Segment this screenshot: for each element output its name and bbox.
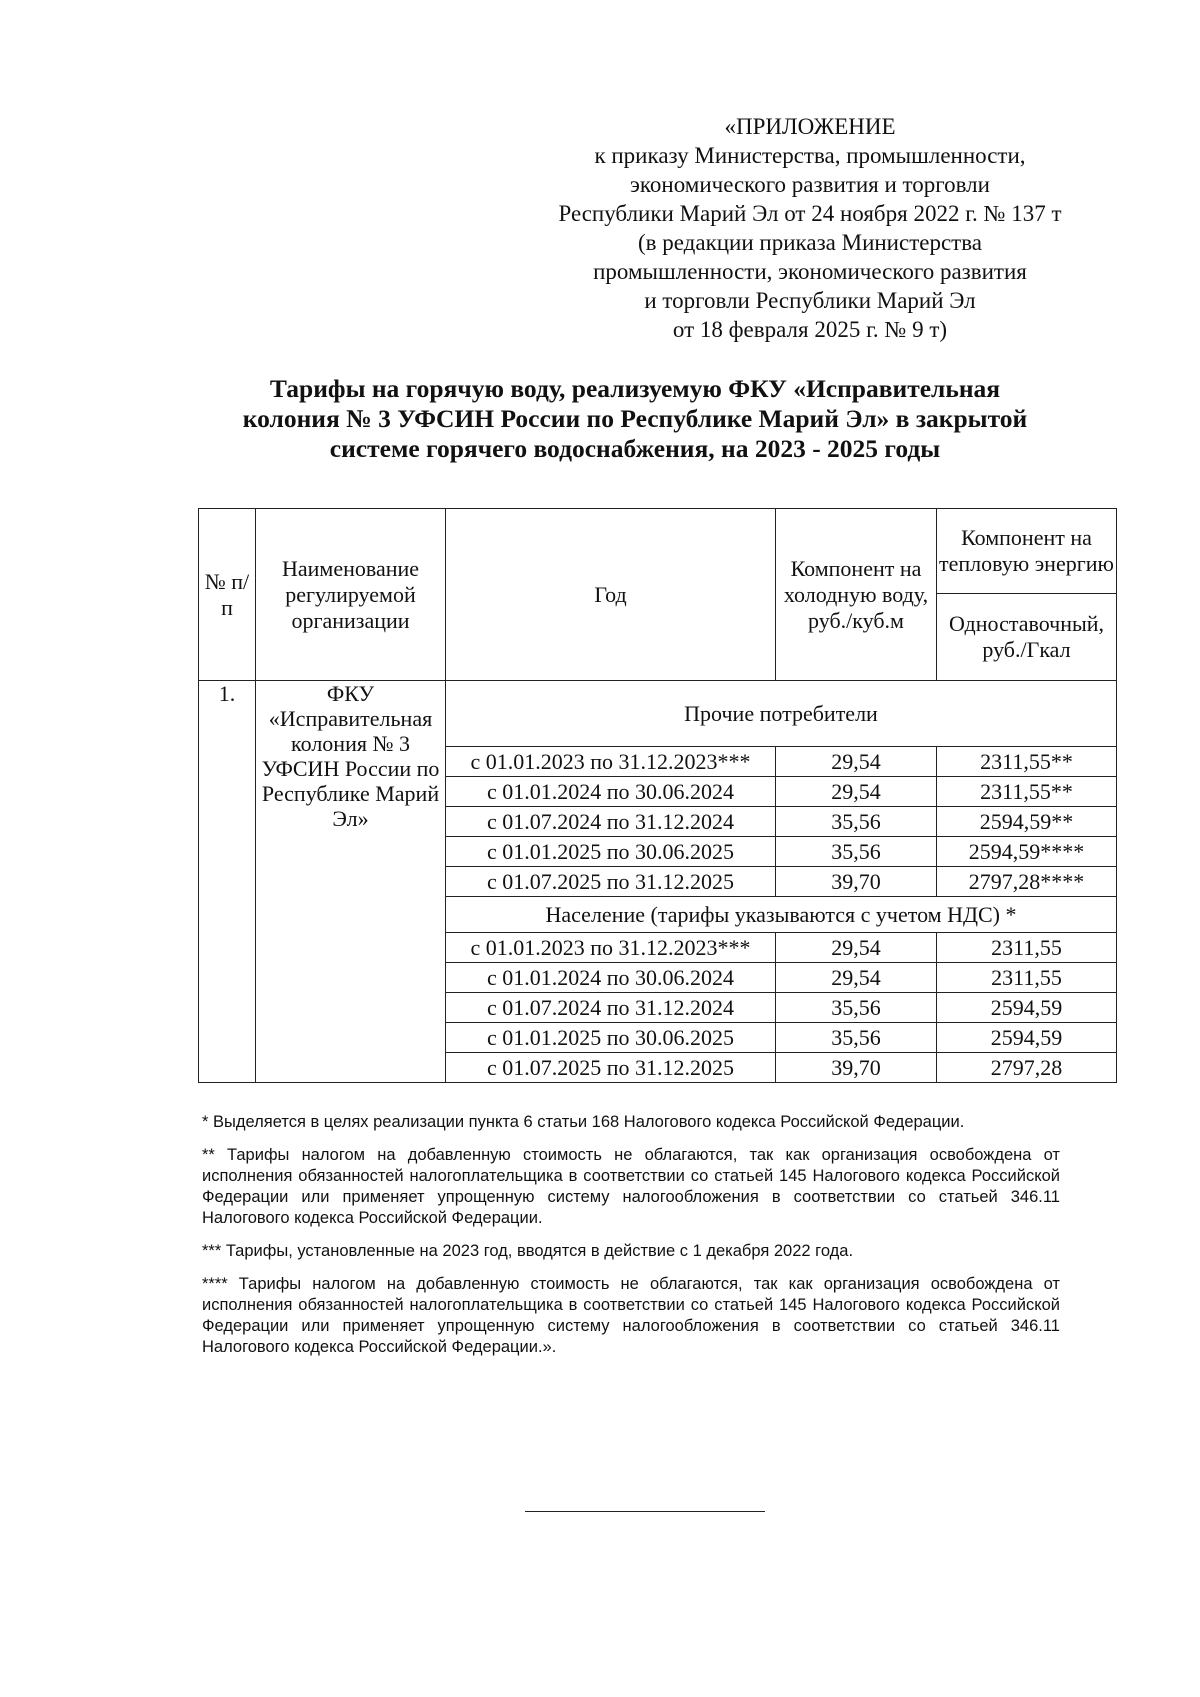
footnote: * Выделяется в целях реализации пункта 6 статьи 168 Налогового кодекса Российской Федерации. <box>202 1113 965 1131</box>
heat-energy-cell: 2594,59**** <box>937 837 1117 867</box>
heat-energy-cell: 2311,55** <box>937 777 1117 807</box>
period-cell: с 01.01.2025 по 30.06.2025 <box>446 1023 776 1053</box>
cold-water-cell: 35,56 <box>776 993 937 1023</box>
heat-energy-cell: 2594,59 <box>937 993 1117 1023</box>
header-num: № п/п <box>199 509 256 681</box>
heat-energy-cell: 2311,55 <box>937 933 1117 963</box>
appendix-line: «ПРИЛОЖЕНИЕ <box>724 114 896 139</box>
appendix-header <box>520 112 1100 344</box>
cold-water-cell: 29,54 <box>776 777 937 807</box>
footnote: ** Тарифы налогом на добавленную стоимость не облагаются, так как организация освобождена от исполнения обязанностей налогоплательщика в соответствии со статьей 145 Налогового кодекса Российской Федерации или применяет упрощенную систему налогообложения в соответствии со статьей 346.11 Налогового кодекса Российской Федерации. <box>202 1146 1060 1227</box>
cold-water-cell: 35,56 <box>776 807 937 837</box>
header-heat-energy: Компонент на тепловую энергию <box>937 509 1117 594</box>
organization-name: ФКУ «Исправительная колония № 3 УФСИН России по Республике Марий Эл» <box>256 681 446 1083</box>
footnote: *** Тарифы, установленные на 2023 год, вводятся в действие с 1 декабря 2022 года. <box>202 1242 854 1260</box>
heat-energy-cell: 2797,28**** <box>937 867 1117 897</box>
cold-water-cell: 35,56 <box>776 1023 937 1053</box>
period-cell: с 01.07.2025 по 31.12.2025 <box>446 867 776 897</box>
cold-water-cell: 29,54 <box>776 963 937 993</box>
appendix-line: (в редакции приказа Министерства <box>637 230 982 255</box>
tariff-table <box>198 508 1117 1083</box>
heat-energy-cell: 2311,55** <box>937 747 1117 777</box>
header-cold-water: Компонент на холодную воду, руб./куб.м <box>776 509 937 681</box>
appendix-line: к приказу Министерства, промышленности, <box>594 143 1026 168</box>
document-title <box>150 374 1120 464</box>
period-cell: с 01.01.2023 по 31.12.2023*** <box>446 933 776 963</box>
heat-energy-cell: 2594,59** <box>937 807 1117 837</box>
title-line: колония № 3 УФСИН России по Республике Марий Эл» в закрытой <box>242 404 1028 433</box>
header-organization: Наименование регулируемой организации <box>256 509 446 681</box>
appendix-line: от 18 февраля 2025 г. № 9 т) <box>672 317 948 342</box>
cold-water-cell: 35,56 <box>776 837 937 867</box>
period-cell: с 01.01.2024 по 30.06.2024 <box>446 777 776 807</box>
period-cell: с 01.07.2024 по 31.12.2024 <box>446 993 776 1023</box>
period-cell: с 01.01.2023 по 31.12.2023*** <box>446 747 776 777</box>
heat-energy-cell: 2311,55 <box>937 963 1117 993</box>
title-line: Тарифы на горячую воду, реализуемую ФКУ «Исправительная <box>269 374 1001 403</box>
period-cell: с 01.07.2024 по 31.12.2024 <box>446 807 776 837</box>
closing-divider <box>525 1511 765 1512</box>
title-line: системе горячего водоснабжения, на 2023 - 2025 годы <box>329 434 941 463</box>
appendix-line: экономического развития и торговли <box>630 172 990 197</box>
group-label-population: Население (тарифы указываются с учетом НДС) * <box>446 897 1117 933</box>
heat-energy-cell: 2797,28 <box>937 1053 1117 1083</box>
cold-water-cell: 29,54 <box>776 747 937 777</box>
footnote: **** Тарифы налогом на добавленную стоимость не облагаются, так как организация освобождена от исполнения обязанностей налогоплательщика в соответствии со статьей 145 Налогового кодекса Российской Федерации или применяет упрощенную систему налогообложения в соответствии со статьей 346.11 Налогового кодекса Российской Федерации.». <box>202 1275 1060 1356</box>
appendix-line: и торговли Республики Марий Эл <box>644 288 976 313</box>
period-cell: с 01.01.2025 по 30.06.2025 <box>446 837 776 867</box>
appendix-line: Республики Марий Эл от 24 ноября 2022 г. № 137 т <box>558 201 1062 226</box>
period-cell: с 01.01.2024 по 30.06.2024 <box>446 963 776 993</box>
row-number: 1. <box>199 681 256 1083</box>
appendix-line: промышленности, экономического развития <box>593 259 1027 284</box>
period-cell: с 01.07.2025 по 31.12.2025 <box>446 1053 776 1083</box>
heat-energy-cell: 2594,59 <box>937 1023 1117 1053</box>
cold-water-cell: 29,54 <box>776 933 937 963</box>
footnotes <box>202 1112 1060 1370</box>
header-heat-single-rate: Одноставочный, руб./Гкал <box>937 594 1117 681</box>
group-label-other: Прочие потребители <box>446 681 1117 747</box>
header-year: Год <box>446 509 776 681</box>
cold-water-cell: 39,70 <box>776 867 937 897</box>
cold-water-cell: 39,70 <box>776 1053 937 1083</box>
